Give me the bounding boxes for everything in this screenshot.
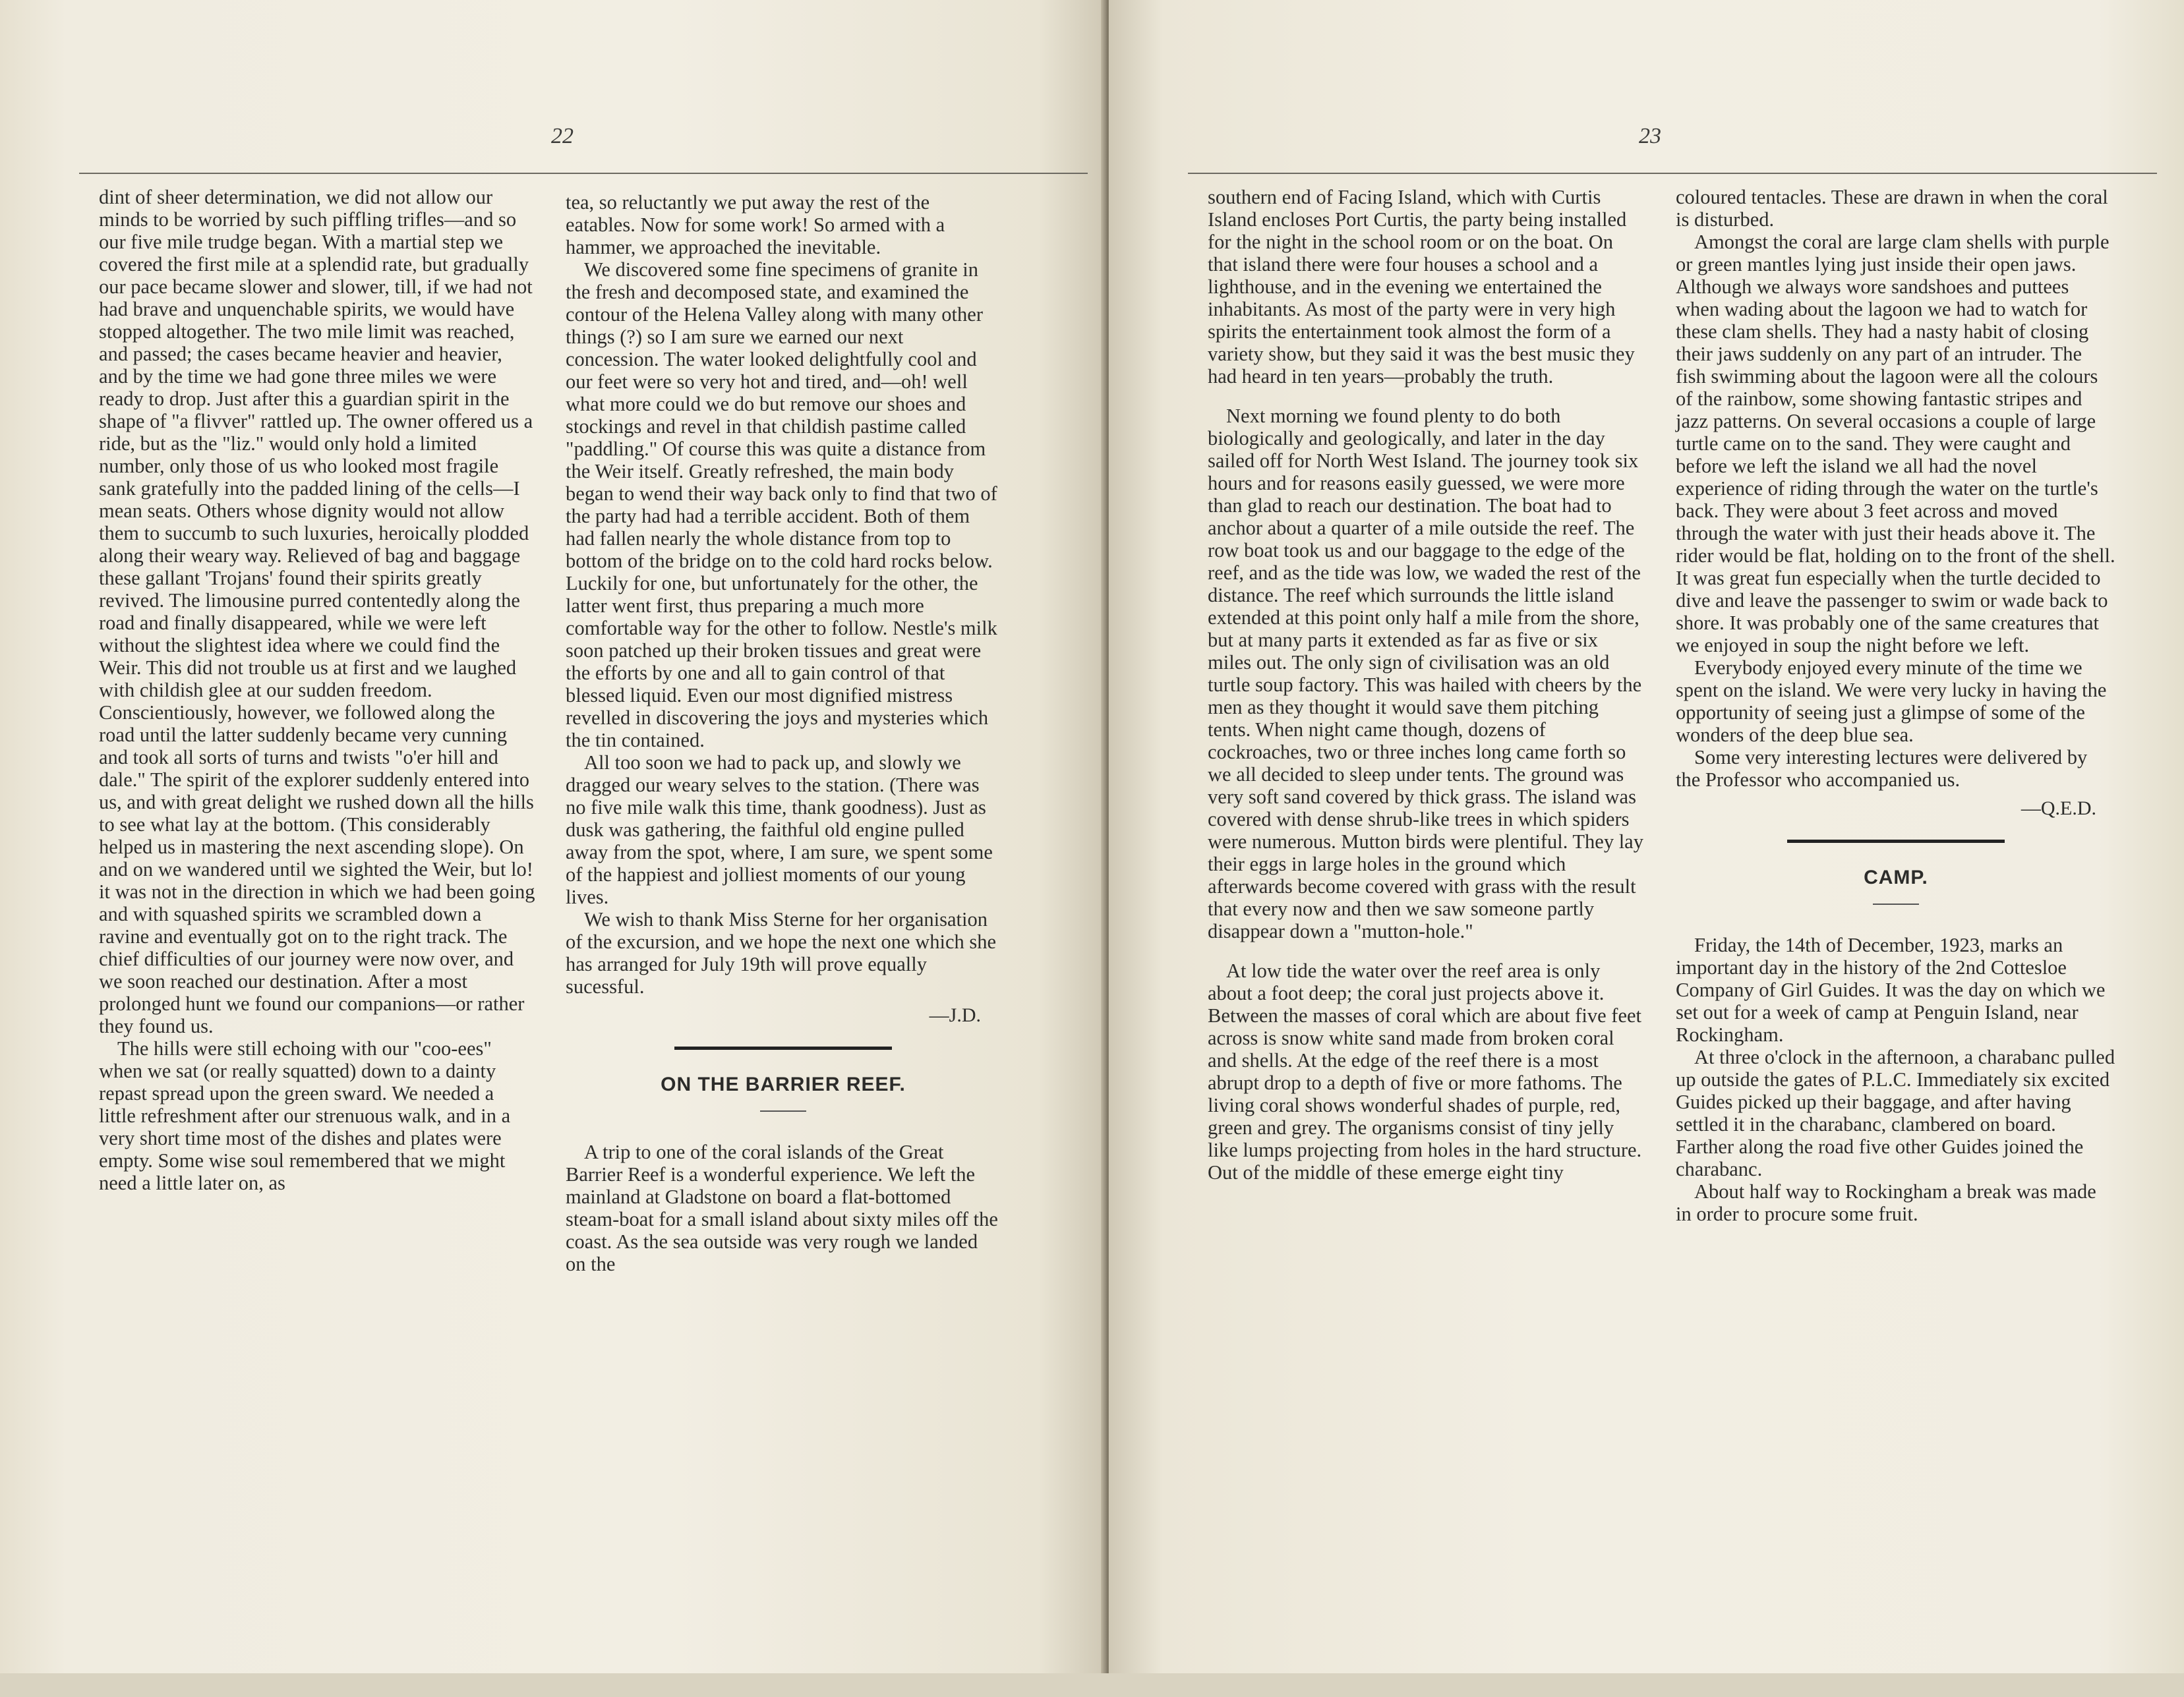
paragraph: All too soon we had to pack up, and slowly we dragged our weary selves to the station. (There was no five mile walk this time, thank goodness). Just as dusk was gathering, the faithful old engine pulled away from the spot, where, I am sure, we spent some of the happiest and jolliest moments of our young lives.: [566, 751, 993, 908]
paragraph: southern end of Facing Island, which with Curtis Island encloses Port Curtis, the party being installed for the night in the school room or on the boat. On that island there were four houses a school and a lighthouse, and in the evening we entertained the inhabitants. As most of the party were in very high spirits the entertainment took almost the form of a variety show, but they said it was the best music they had heard in ten years—probably the truth.: [1208, 186, 1635, 388]
header-rule: [79, 173, 1088, 174]
section-heading: CAMP.: [1864, 867, 1928, 888]
paragraph: A trip to one of the coral islands of the Great Barrier Reef is a wonderful experience. We left the mainland at Gladstone on board a flat-bottomed steam-boat for a small island about sixty miles off the coast. As the sea outside was very rough we landed on the: [566, 1141, 998, 1275]
signature: —J.D.: [929, 1004, 981, 1026]
paragraph: About half way to Rockingham a break was made in order to procure some fruit.: [1676, 1180, 2096, 1225]
paragraph: At low tide the water over the reef area is only about a foot deep; the coral just projects above it. Between the masses of coral which are about five feet across is snow white sand made from broken coral and shells. At the edge of the reef there is a most abrupt drop to a depth of five or more fathoms. The living coral shows wonderful shades of purple, red, green and grey. The organisms consist of tiny jelly like lumps projecting from holes in the hard structure. Out of the middle of these emerge eight tiny: [1208, 960, 1642, 1184]
page-edge: [0, 1673, 2184, 1697]
section-divider: [674, 1047, 892, 1050]
paragraph: At three o'clock in the afternoon, a charabanc pulled up outside the gates of P.L.C. Immediately six excited Guides picked up their baggage, and after having settled it in the charabanc, clambered on board. Farther along the road five other Guides joined the charabanc.: [1676, 1046, 2115, 1180]
heading-rule: [760, 1110, 806, 1112]
column-left-1: [99, 186, 535, 1194]
right-page: [1109, 0, 2184, 1697]
heading-rule: [1873, 904, 1919, 905]
column-left-2: [566, 191, 1001, 1275]
paragraph: We discovered some fine specimens of granite in the fresh and decomposed state, and examined the contour of the Helena Valley along with many other things (?) so I am sure we earned our next concession. The water looked delightfully cool and our feet were so very hot and tired, and—oh! well what more could we do but remove our shoes and stockings and revel in that childish pastime called "paddling." Of course this was quite a distance from the Weir itself. Greatly refreshed, the main body began to wend their way back only to find that two of the party had had a terrible accident. Both of them had fallen nearly the whole distance from top to bottom of the bridge on to the cold hard rocks below. Luckily for one, but unfortunately for the other, the latter went first, thus preparing a much more comfortable way for the other to follow. Nestle's milk soon patched up their broken tissues and great were the efforts by one and all to gain control of that blessed liquid. Even our most dignified mistress revelled in discovering the joys and mysteries which the tin contained.: [566, 258, 997, 751]
column-right-2: [1676, 186, 2116, 1225]
section-heading: ON THE BARRIER REEF.: [661, 1074, 906, 1095]
page-number: 22: [551, 124, 574, 148]
paragraph: Next morning we found plenty to do both biologically and geologically, and later in the day sailed off for North West Island. The journey took six hours and for reasons easily guessed, we were more than glad to reach our destination. The boat had to anchor about a quarter of a mile outside the reef. The row boat took us and our baggage to the edge of the reef, and as the tide was low, we waded the rest of the distance. The reef which surrounds the little island extended at this point only half a mile from the shore, but at many parts it extended as far as five or six miles out. The only sign of civilisation was an old turtle soup factory. This was hailed with cheers by the men as they thought it would save them pitching tents. When night came though, dozens of cockroaches, two or three inches long came forth so we all decided to sleep under tents. The ground was very soft sand covered by thick grass. The island was covered with dense shrub-like trees in which spiders were numerous. Mutton birds were plentiful. They lay their eggs in large holes in the ground which afterwards become covered with grass with the result that every now and then we saw someone partly disappear down a "mutton-hole.": [1208, 405, 1643, 942]
header-rule: [1188, 173, 2157, 174]
paragraph: Everybody enjoyed every minute of the time we spent on the island. We were very lucky in having the opportunity of seeing just a glimpse of some of the wonders of the deep blue sea.: [1676, 656, 2107, 746]
paragraph: tea, so reluctantly we put away the rest of the eatables. Now for some work! So armed with a hammer, we approached the inevitable.: [566, 191, 945, 258]
paragraph: Friday, the 14th of December, 1923, marks an important day in the history of the 2nd Cottesloe Company of Girl Guides. It was the day on which we set out for a week of camp at Penguin Island, near Rockingham.: [1676, 934, 2106, 1046]
paragraph: The hills were still echoing with our "coo-ees" when we sat (or really squatted) down to a dainty repast spread upon the green sward. We needed a little refreshment after our strenuous walk, and in a very short time most of the dishes and plates were empty. Some wise soul remembered that we might need a little later on, as: [99, 1037, 511, 1194]
column-right-1: [1208, 186, 1644, 1184]
section-divider: [1787, 840, 2005, 843]
paragraph: Some very interesting lectures were delivered by the Professor who accompanied us.: [1676, 746, 2088, 791]
page-number: 23: [1639, 124, 1661, 148]
paragraph: coloured tentacles. These are drawn in when the coral is disturbed.: [1676, 186, 2108, 231]
signature: —Q.E.D.: [2021, 797, 2096, 819]
paragraph: We wish to thank Miss Sterne for her organisation of the excursion, and we hope the next one which she has arranged for July 19th will prove equally sucessful.: [566, 908, 997, 998]
paragraph: Amongst the coral are large clam shells with purple or green mantles lying just inside their open jaws. Although we always wore sandshoes and puttees when wading about the lagoon we had to watch for these clam shells. They had a nasty habit of closing their jaws suddenly on any part of an intruder. The fish swimming about the lagoon were all the colours of the rainbow, some showing fantastic stripes and jazz patterns. On several occasions a couple of large turtle came on to the sand. They were caught and before we left the island we all had the novel experience of riding through the water on the turtle's back. They were about 3 feet across and moved through the water with just their heads above it. The rider would be flat, holding on to the front of the shell. It was great fun especially when the turtle decided to dive and leave the passenger to swim or wade back to shore. It was probably one of the same creatures that we enjoyed in soup the night before we left.: [1676, 231, 2115, 656]
paragraph: dint of sheer determination, we did not allow our minds to be worried by such piffling trifles—and so our five mile trudge began. With a martial step we covered the first mile at a splendid rate, but gradually our pace became slower and slower, till, if we had not had brave and unquenchable spirits, we would have stopped altogether. The two mile limit was reached, and passed; the cases became heavier and heavier, and by the time we had gone three miles we were ready to drop. Just after this a guardian spirit in the shape of "a flivver" rattled up. The owner offered us a ride, but as the "liz." would only hold a limited number, only those of us who looked most fragile sank gratefully into the padded lining of the cells—I mean seats. Others whose dignity would not allow them to succumb to such luxuries, heroically plodded along their weary way. Relieved of bag and baggage these gallant 'Trojans' found their spirits greatly revived. The limousine purred contentedly along the road and finally disappeared, while we were left without the slightest idea where we could find the Weir. This did not trouble us at first and we laughed with childish glee at our sudden freedom. Conscientiously, however, we followed along the road until the latter suddenly became very cunning and took all sorts of turns and twists "o'er hill and dale." The spirit of the explorer suddenly entered into us, and with great delight we rushed down all the hills to see what lay at the bottom. (This considerably helped us in mastering the next ascending slope). On and on we wandered until we sighted the Weir, but lo! it was not in the direction in which we had been going and with squashed spirits we scrambled down a ravine and eventually got on to the right track. The chief difficulties of our journey were now over, and we soon reached our destination. After a most prolonged hunt we found our companions—or rather they found us.: [99, 186, 535, 1037]
